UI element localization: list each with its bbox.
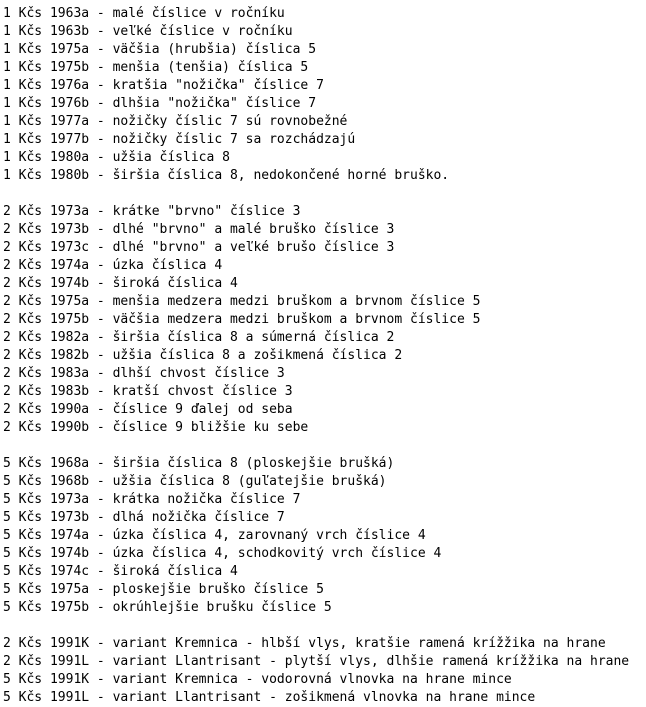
list-item: 5 Kčs 1991L - variant Llantrisant - zošikmená vlnovka na hrane mince	[3, 690, 536, 705]
list-item: 1 Kčs 1980b - širšia číslica 8, nedokončené horné bruško.	[3, 168, 450, 183]
list-item: 5 Kčs 1968b - užšia číslica 8 (guľatejšie brušká)	[3, 474, 387, 489]
coin-variant-group-2kcs	[3, 203, 646, 437]
list-item: 1 Kčs 1963a - malé číslice v ročníku	[3, 6, 285, 21]
list-item: 1 Kčs 1975a - väčšia (hrubšia) číslica 5	[3, 42, 317, 57]
coin-variant-group-1991	[3, 635, 646, 707]
list-item: 5 Kčs 1975a - ploskejšie bruško číslice 5	[3, 582, 324, 597]
list-item: 1 Kčs 1963b - veľké číslice v ročníku	[3, 24, 293, 39]
list-item: 1 Kčs 1980a - užšia číslica 8	[3, 150, 230, 165]
list-item: 2 Kčs 1975b - väčšia medzera medzi bruškom a brvnom číslice 5	[3, 312, 481, 327]
list-item: 2 Kčs 1973c - dlhé "brvno" a veľké brušo číslice 3	[3, 240, 395, 255]
list-item: 2 Kčs 1983b - kratší chvost číslice 3	[3, 384, 293, 399]
list-item: 1 Kčs 1975b - menšia (tenšia) číslica 5	[3, 60, 309, 75]
list-item: 5 Kčs 1968a - širšia číslica 8 (ploskejšie brušká)	[3, 456, 395, 471]
list-item: 1 Kčs 1976a - kratšia "nožička" číslice 7	[3, 78, 324, 93]
list-item: 2 Kčs 1990b - číslice 9 bližšie ku sebe	[3, 420, 309, 435]
list-item: 1 Kčs 1977a - nožičky číslic 7 sú rovnobežné	[3, 114, 348, 129]
list-item: 2 Kčs 1975a - menšia medzera medzi bruškom a brvnom číslice 5	[3, 294, 481, 309]
list-item: 2 Kčs 1973a - krátke "brvno" číslice 3	[3, 204, 301, 219]
list-item: 2 Kčs 1973b - dlhé "brvno" a malé bruško číslice 3	[3, 222, 395, 237]
list-item: 2 Kčs 1974b - široká číslica 4	[3, 276, 238, 291]
list-item: 2 Kčs 1982b - užšia číslica 8 a zošikmená číslica 2	[3, 348, 403, 363]
coin-variant-group-1kcs	[3, 5, 646, 185]
list-item: 5 Kčs 1975b - okrúhlejšie brušku číslice 5	[3, 600, 332, 615]
list-item: 5 Kčs 1974a - úzka číslica 4, zarovnaný vrch číslice 4	[3, 528, 426, 543]
list-item: 1 Kčs 1977b - nožičky číslic 7 sa rozchádzajú	[3, 132, 356, 147]
coin-variant-group-5kcs	[3, 455, 646, 617]
list-item: 2 Kčs 1983a - dlhší chvost číslice 3	[3, 366, 285, 381]
list-item: 2 Kčs 1982a - širšia číslica 8 a súmerná číslica 2	[3, 330, 395, 345]
list-item: 5 Kčs 1973b - dlhá nožička číslice 7	[3, 510, 285, 525]
list-item: 5 Kčs 1973a - krátka nožička číslice 7	[3, 492, 301, 507]
list-item: 2 Kčs 1991L - variant Llantrisant - plytší vlys, dlhšie ramená krížžika na hrane	[3, 654, 630, 669]
list-item: 5 Kčs 1974c - široká číslica 4	[3, 564, 238, 579]
list-item: 5 Kčs 1974b - úzka číslica 4, schodkovitý vrch číslice 4	[3, 546, 442, 561]
list-item: 2 Kčs 1974a - úzka číslica 4	[3, 258, 223, 273]
list-item: 2 Kčs 1991K - variant Kremnica - hlbší vlys, kratšie ramená krížžika na hrane	[3, 636, 606, 651]
list-item: 5 Kčs 1991K - variant Kremnica - vodorovná vlnovka na hrane mince	[3, 672, 512, 687]
list-item: 1 Kčs 1976b - dlhšia "nožička" číslice 7	[3, 96, 317, 111]
list-item: 2 Kčs 1990a - číslice 9 ďalej od seba	[3, 402, 293, 417]
